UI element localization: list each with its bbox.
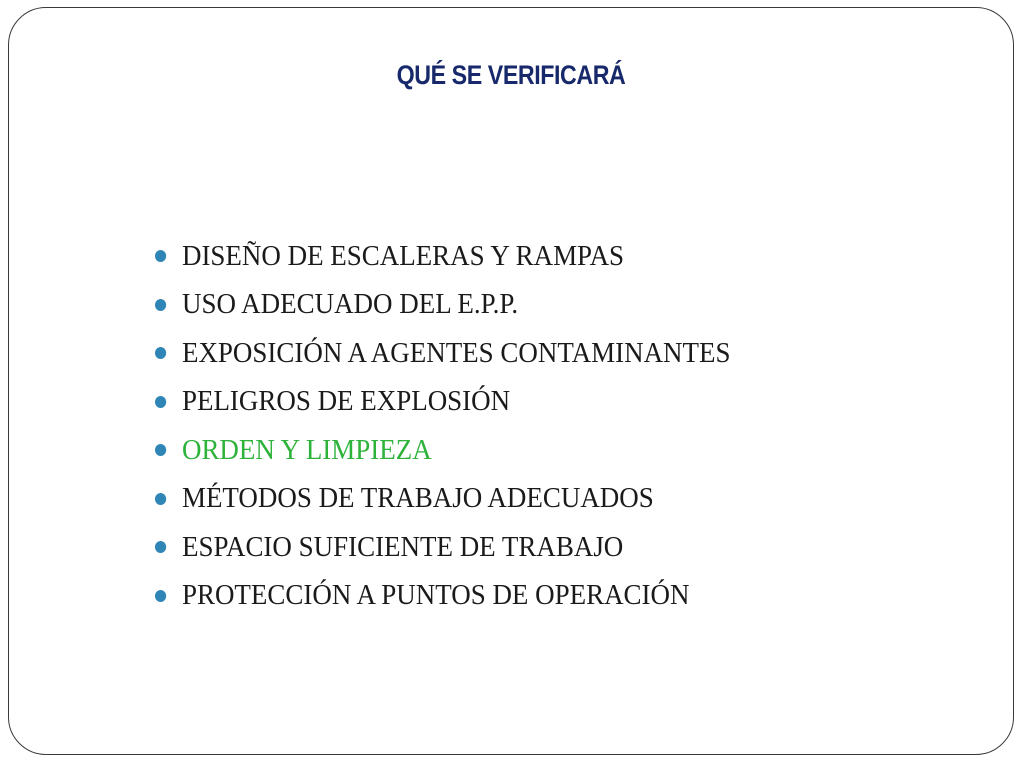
list-item bbox=[155, 426, 730, 475]
bullet-text: PROTECCIÓN A PUNTOS DE OPERACIÓN bbox=[181, 579, 690, 612]
list-item bbox=[155, 523, 730, 572]
bullet-text: USO ADECUADO DEL E.P.P. bbox=[181, 288, 519, 321]
bullet-dot-icon bbox=[155, 299, 166, 311]
list-item bbox=[155, 281, 730, 330]
list-item bbox=[155, 475, 730, 524]
list-item bbox=[155, 572, 730, 621]
bullet-text: DISEÑO DE ESCALERAS Y RAMPAS bbox=[181, 239, 625, 272]
list-item bbox=[155, 232, 730, 281]
bullet-dot-icon bbox=[155, 541, 166, 553]
bullet-text: ORDEN Y LIMPIEZA bbox=[181, 433, 432, 466]
bullet-dot-icon bbox=[155, 590, 166, 602]
bullet-text: ESPACIO SUFICIENTE DE TRABAJO bbox=[181, 530, 624, 563]
bullet-text: EXPOSICIÓN A AGENTES CONTAMINANTES bbox=[181, 336, 731, 369]
slide-frame bbox=[8, 7, 1014, 755]
list-item bbox=[155, 329, 730, 378]
bullet-list bbox=[155, 232, 774, 620]
bullet-text: PELIGROS DE EXPLOSIÓN bbox=[181, 385, 511, 418]
bullet-dot-icon bbox=[155, 250, 166, 262]
bullet-text: MÉTODOS DE TRABAJO ADECUADOS bbox=[181, 482, 654, 515]
bullet-dot-icon bbox=[155, 347, 166, 359]
bullet-dot-icon bbox=[155, 493, 166, 505]
bullet-dot-icon bbox=[155, 444, 166, 456]
slide-title: QUÉ SE VERIFICARÁ bbox=[396, 60, 626, 90]
list-item bbox=[155, 378, 730, 427]
bullet-dot-icon bbox=[155, 396, 166, 408]
